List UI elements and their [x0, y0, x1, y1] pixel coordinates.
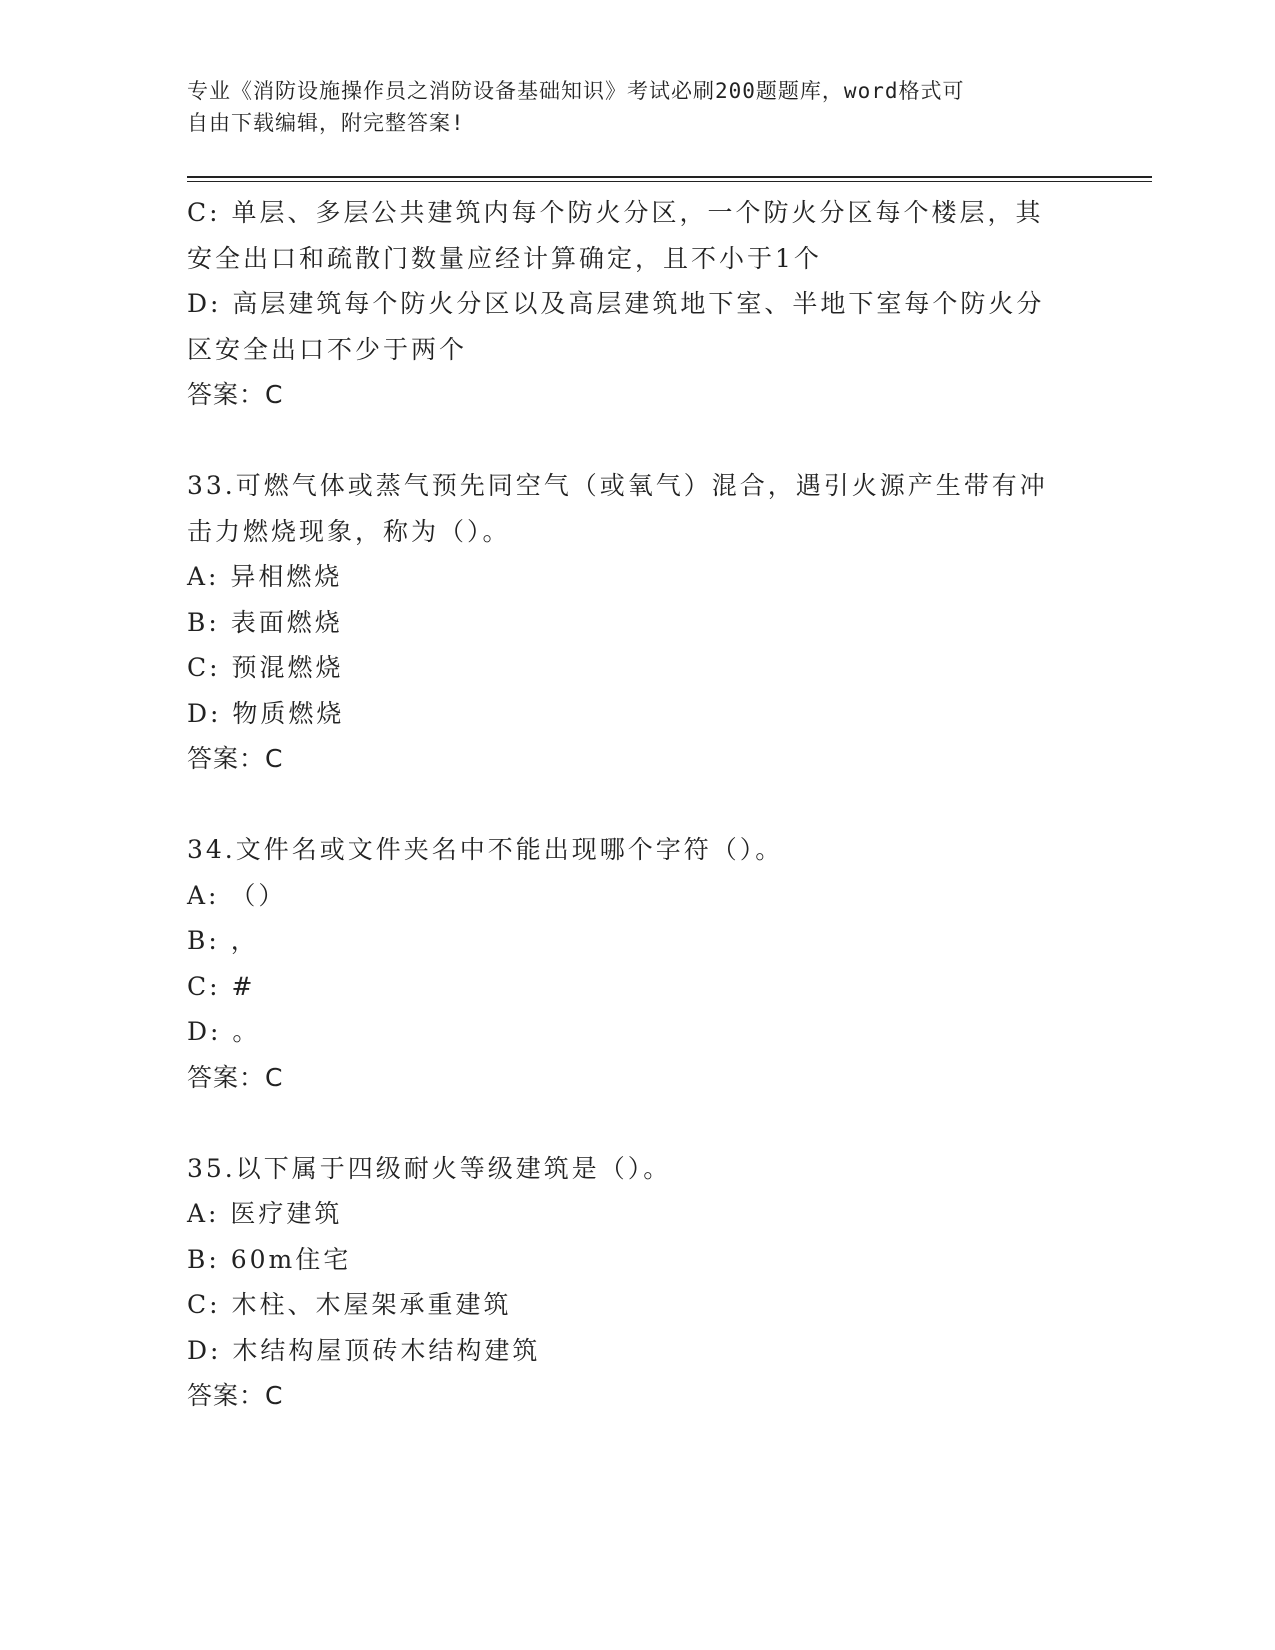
document-header — [187, 75, 1067, 139]
spacer — [187, 418, 1087, 464]
question-content — [187, 190, 1087, 1419]
question-35 — [187, 1146, 1087, 1419]
question-34 — [187, 827, 1087, 1100]
question-stem-line-1: 34.文件名或文件夹名中不能出现哪个字符（）。 — [187, 835, 784, 864]
option-a: A: 医疗建筑 — [187, 1199, 343, 1228]
option-a: A: 异相燃烧 — [187, 562, 343, 591]
option-d-line-1: D: 高层建筑每个防火分区以及高层建筑地下室、半地下室每个防火分 — [187, 289, 1045, 318]
option-c-line-2: 安全出口和疏散门数量应经计算确定，且不小于1个 — [187, 243, 822, 273]
option-d-line-2: 区安全出口不少于两个 — [187, 334, 468, 364]
spacer — [187, 782, 1087, 828]
answer-line: 答案：C — [187, 1381, 284, 1410]
option-c: C: 木柱、木屋架承重建筑 — [187, 1290, 512, 1319]
option-a: A: （） — [187, 880, 287, 910]
header-rule-thin — [187, 181, 1152, 182]
header-title-line-2: 自由下载编辑，附完整答案! — [187, 111, 465, 135]
option-d: D: 物质燃烧 — [187, 698, 345, 728]
answer-line: 答案：C — [187, 1062, 284, 1092]
answer-line: 答案：C — [187, 380, 284, 409]
question-stem-line-1: 33.可燃气体或蒸气预先同空气（或氧气）混合，遇引火源产生带有冲 — [187, 471, 1048, 500]
spacer — [187, 1100, 1087, 1146]
option-c: C: # — [187, 971, 256, 1001]
answer-line: 答案：C — [187, 744, 284, 773]
option-c: C: 预混燃烧 — [187, 653, 344, 682]
header-title-line-1: 专业《消防设施操作员之消防设备基础知识》考试必刷200题题库，word格式可 — [187, 79, 965, 103]
header-rule-thick — [187, 176, 1152, 178]
option-b: B: 表面燃烧 — [187, 607, 343, 637]
option-b: B: 60m住宅 — [187, 1244, 352, 1274]
option-d: D: 木结构屋顶砖木结构建筑 — [187, 1335, 541, 1365]
option-b: B: ， — [187, 926, 259, 955]
question-33 — [187, 463, 1087, 782]
question-32-tail — [187, 190, 1087, 418]
option-d: D: 。 — [187, 1017, 261, 1046]
question-stem-line-1: 35.以下属于四级耐火等级建筑是（）。 — [187, 1153, 672, 1183]
option-c-line-1: C: 单层、多层公共建筑内每个防火分区，一个防火分区每个楼层，其 — [187, 198, 1044, 227]
question-stem-line-2: 击力燃烧现象，称为（）。 — [187, 516, 511, 546]
